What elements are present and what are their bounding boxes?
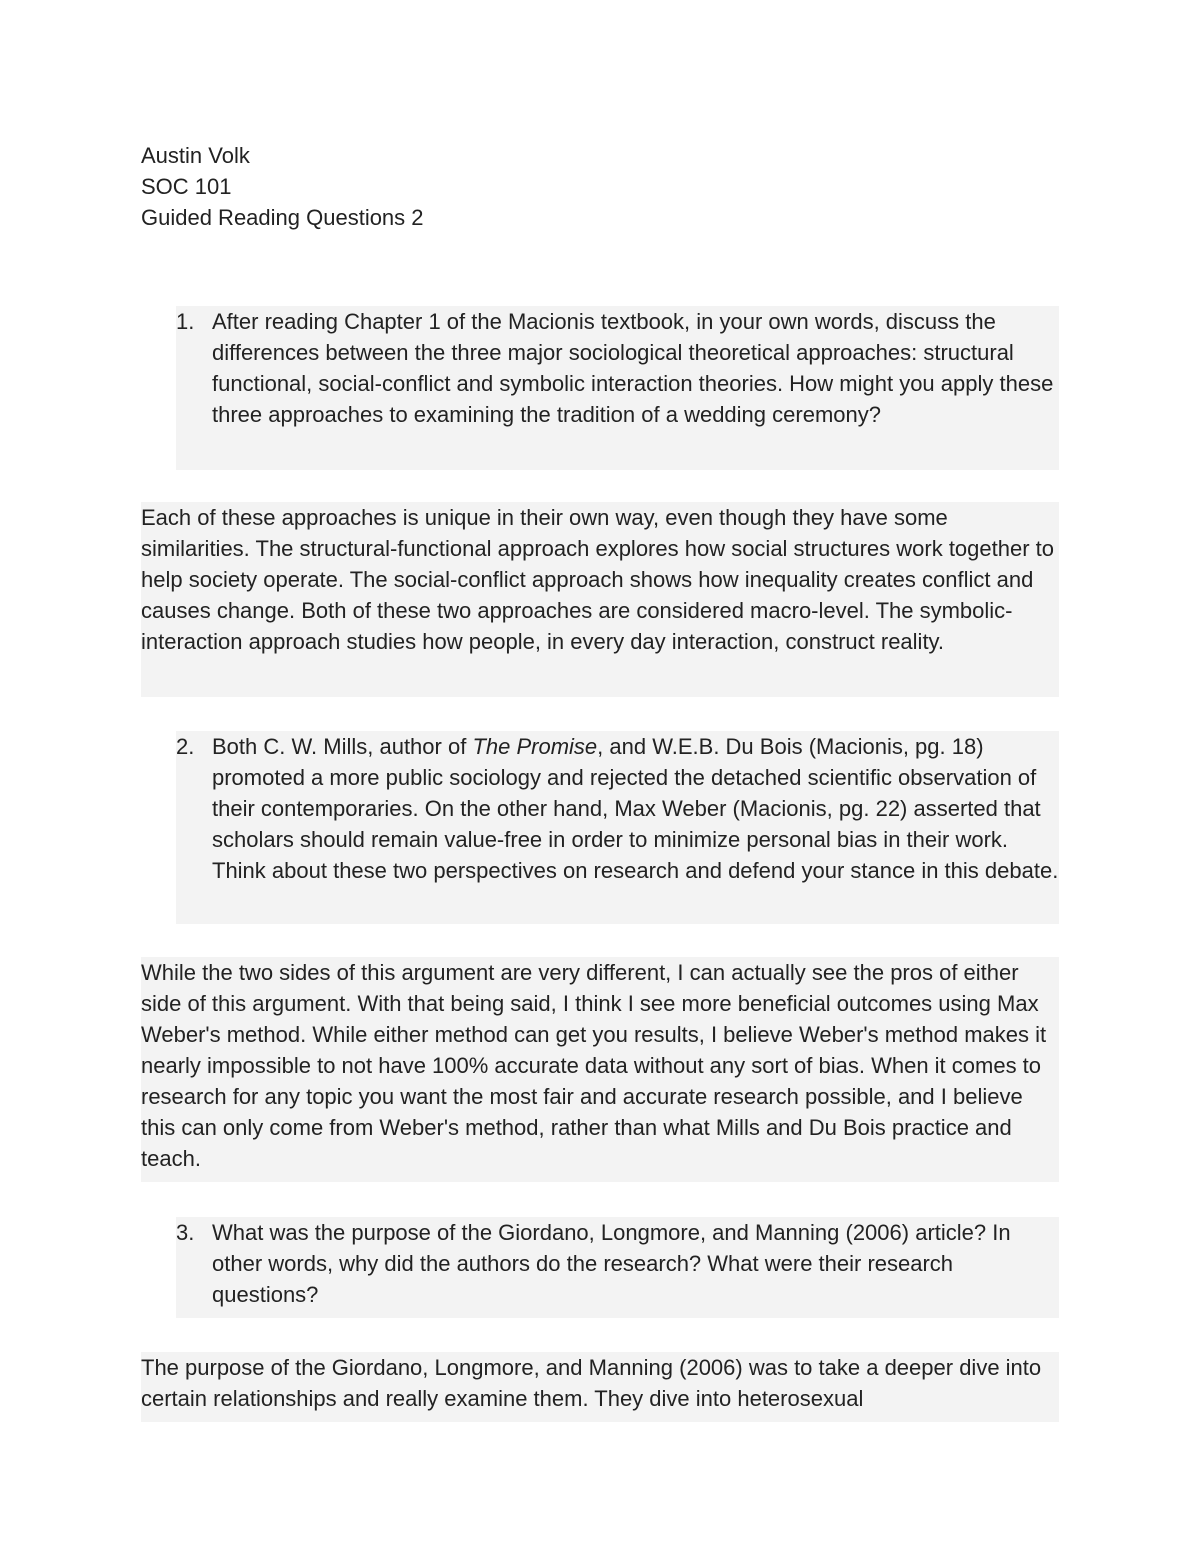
book-title: The Promise (472, 734, 598, 759)
answer-text: Each of these approaches is unique in their own way, even though they have some similarities. The structural-functional approach explores how social structures work together to help society operate. The social-conflict approach shows how inequality creates conflict and causes change. Both of these two approaches are considered macro-level. The symbolic-interaction approach studies how people, in every day interaction, construct reality. (141, 505, 1054, 654)
question-text (212, 731, 1059, 886)
answer-2 (141, 957, 1059, 1182)
question-number: 2. (176, 734, 195, 759)
answer-text: The purpose of the Giordano, Longmore, and Manning (2006) was to take a deeper dive into certain relationships and really examine them. They dive into heterosexual (141, 1355, 1042, 1411)
question-text: After reading Chapter 1 of the Macionis textbook, in your own words, discuss the differences between the three major sociological theoretical approaches: structural functional, social-conflict and symbolic interaction theories. How might you apply these three approaches to examining the tradition of a wedding ceremony? (212, 309, 1054, 427)
assignment-title: Guided Reading Questions 2 (141, 205, 424, 230)
author-name: Austin Volk (141, 143, 250, 168)
answer-text: While the two sides of this argument are very different, I can actually see the pros of either side of this argument. With that being said, I think I see more beneficial outcomes using Max Weber's method. While either method can get you results, I believe Weber's method makes it nearly impossible to not have 100% accurate data without any sort of bias. When it comes to research for any topic you want the most fair and accurate research possible, and I believe this can only come from Weber's method, rather than what Mills and Du Bois practice and teach. (141, 960, 1047, 1171)
course-code: SOC 101 (141, 174, 232, 199)
question-1 (176, 306, 1059, 470)
answer-3 (141, 1352, 1059, 1422)
question-text-part: Both C. W. Mills, author of (212, 734, 473, 759)
document-header (141, 140, 741, 233)
question-number: 1. (176, 309, 195, 334)
question-text: What was the purpose of the Giordano, Longmore, and Manning (2006) article? In other words, why did the authors do the research? What were their research questions? (212, 1220, 1011, 1307)
question-text-part: , and W.E.B. Du Bois (Macionis, pg. 18) promoted a more public sociology and rejected the detached scientific observation of their contemporaries. On the other hand, Max Weber (Macionis, pg. 22) asserted that scholars should remain value-free in order to minimize personal bias in their work. Think about these two perspectives on research and defend your stance in this debate. (212, 734, 1059, 883)
question-number: 3. (176, 1220, 195, 1245)
question-3 (176, 1217, 1059, 1318)
answer-1 (141, 502, 1059, 697)
question-2 (176, 731, 1059, 924)
